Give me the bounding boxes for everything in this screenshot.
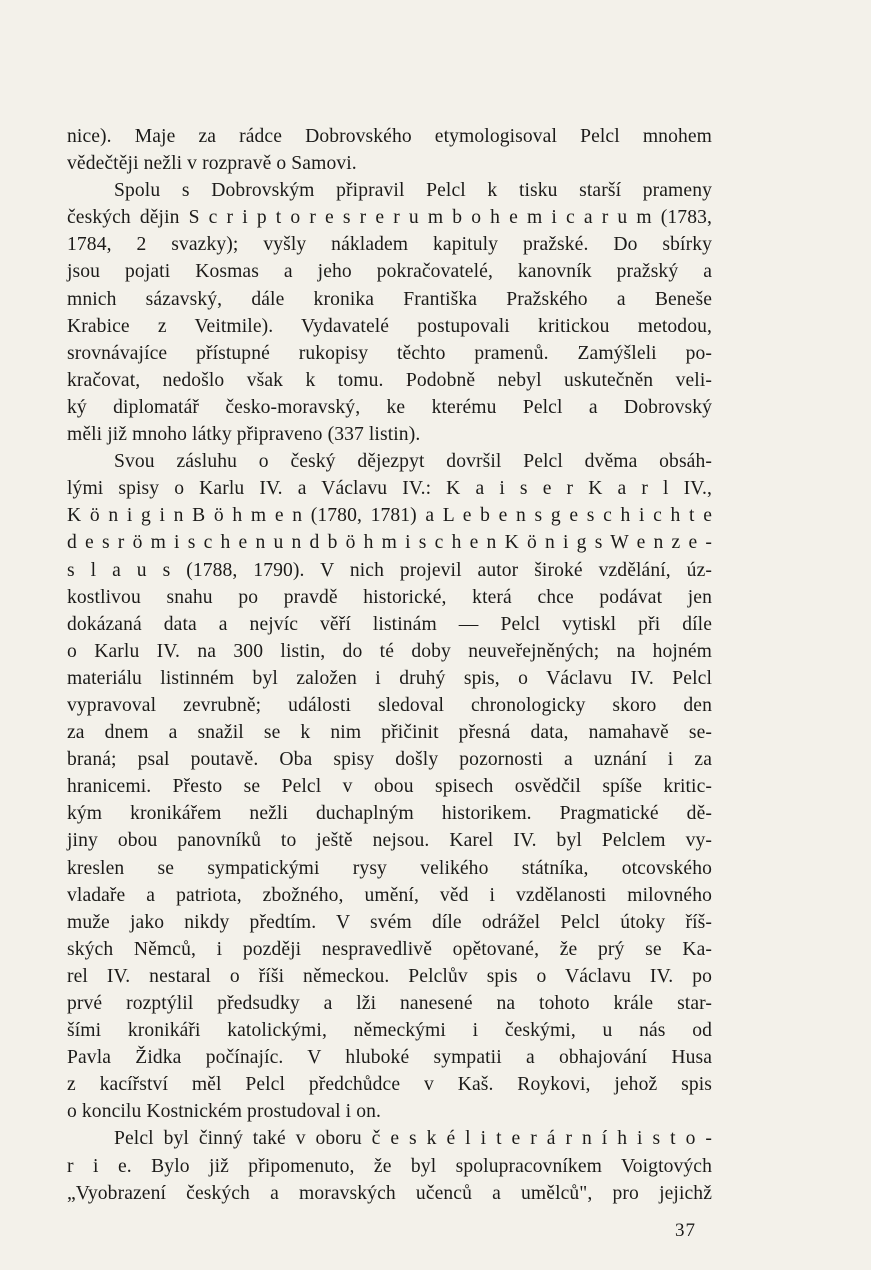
text-line: muže jako nikdy předtím. V svém díle odrážel Pelcl útoky říš-	[67, 911, 712, 933]
text-line: Pavla Židka počínajíc. V hluboké sympatii a obhajování Husa	[67, 1047, 712, 1069]
paragraph	[67, 448, 712, 1125]
text-line: jiny obou panovníků to ještě nejsou. Karel IV. byl Pelclem vy-	[67, 830, 712, 852]
text-line: d e s r ö m i s c h e n u n d b ö h m i s c h e n K ö n i g s W e n z e -	[67, 532, 712, 554]
text-line: za dnem a snažil se k nim přičinit přesná data, namahavě se-	[67, 722, 712, 744]
paragraph	[67, 123, 712, 177]
text-line: prvé rozptýlil předsudky a lži nanesené na tohoto krále star-	[67, 993, 712, 1014]
text-line: srovnávajíce přístupné rukopisy těchto pramenů. Zamýšleli po-	[67, 342, 712, 364]
text-line: vladaře a patriota, zbožného, umění, věd i vzdělanosti milovného	[67, 884, 712, 906]
paragraph	[67, 177, 712, 448]
text-line: českých dějin S c r i p t o r e s r e r u m b o h e m i c a r u m (1783,	[67, 207, 712, 229]
text-line: ký diplomatář česko-moravský, ke kterému Pelcl a Dobrovský	[67, 396, 712, 418]
text-line: 1784, 2 svazky); vyšly nákladem kapituly pražské. Do sbírky	[67, 234, 712, 256]
paragraph	[67, 1125, 712, 1206]
text-line: měli již mnoho látky připraveno (337 listin).	[67, 424, 421, 446]
text-line: o Karlu IV. na 300 listin, do té doby neuveřejněných; na hojném	[67, 640, 712, 662]
text-line: Pelcl byl činný také v oboru č e s k é l i t e r á r n í h i s t o -	[114, 1128, 712, 1150]
text-line: o koncilu Kostnickém prostudoval i on.	[67, 1101, 381, 1123]
text-line: kostlivou snahu po pravdě historické, která chce podávat jen	[67, 586, 712, 608]
text-line: braná; psal poutavě. Oba spisy došly pozornosti a uznání i za	[67, 749, 712, 771]
text-line: jsou pojati Kosmas a jeho pokračovatelé, kanovník pražský a	[67, 261, 712, 283]
text-line: šími kronikáři katolickými, německými i českými, u nás od	[67, 1020, 712, 1042]
text-line: vědečtěji nežli v rozpravě o Samovi.	[67, 153, 357, 175]
text-line: Svou zásluhu o český dějezpyt dovršil Pelcl dvěma obsáh-	[114, 451, 712, 473]
text-line: mnich sázavský, dále kronika Františka Pražského a Beneše	[67, 288, 712, 310]
page-number: 37	[675, 1220, 696, 1241]
text-line: kračovat, nedošlo však k tomu. Podobně nebyl uskutečněn veli-	[67, 369, 712, 391]
text-line: z kacířství měl Pelcl předchůdce v Kaš. Roykovi, jehož spis	[67, 1074, 712, 1096]
text-line: Krabice z Veitmile). Vydavatelé postupovali kritickou metodou,	[67, 315, 712, 337]
text-line: dokázaná data a nejvíc věří listinám — Pelcl vytiskl při díle	[67, 613, 712, 635]
text-line: s l a u s (1788, 1790). V nich projevil autor široké vzdělání, úz-	[67, 559, 712, 581]
text-line: „Vyobrazení českých a moravských učenců a umělců", pro jejichž	[67, 1182, 712, 1204]
text-line: nice). Maje za rádce Dobrovského etymologisoval Pelcl mnohem	[67, 126, 712, 147]
text-line: rel IV. nestaral o říši německou. Pelclův spis o Václavu IV. po	[67, 965, 712, 987]
text-line: materiálu listinném byl založen i druhý spis, o Václavu IV. Pelcl	[67, 667, 712, 689]
text-line: K ö n i g i n B ö h m e n (1780, 1781) a L e b e n s g e s c h i c h t e	[67, 505, 712, 527]
text-line: vypravoval zevrubně; události sledoval chronologicky skoro den	[67, 694, 712, 716]
text-line: ských Němců, i později nespravedlivě opětované, že prý se Ka-	[67, 938, 712, 960]
body-text	[67, 123, 712, 1207]
text-line: hranicemi. Přesto se Pelcl v obou spisech osvědčil spíše kritic-	[67, 776, 712, 798]
text-line: r i e. Bylo již připomenuto, že byl spolupracovníkem Voigtových	[67, 1155, 712, 1177]
text-line: kým kronikářem nežli duchaplným historikem. Pragmatické dě-	[67, 803, 712, 825]
text-line: kreslen se sympatickými rysy velikého státníka, otcovského	[67, 857, 712, 879]
text-line: Spolu s Dobrovským připravil Pelcl k tisku starší prameny	[114, 180, 712, 202]
text-line: lými spisy o Karlu IV. a Václavu IV.: K a i s e r K a r l IV.,	[67, 478, 712, 500]
